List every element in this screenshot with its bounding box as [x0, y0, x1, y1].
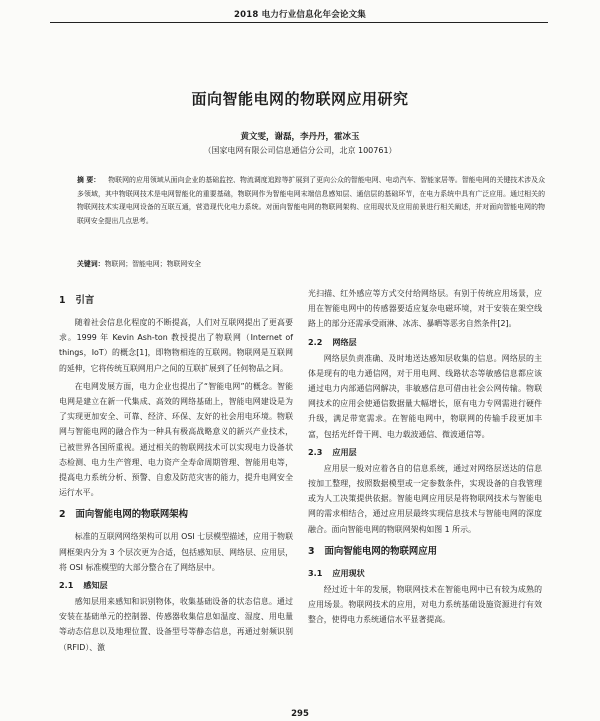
- section-title: 引言: [75, 295, 95, 306]
- subsection-number: 2.3: [308, 446, 323, 457]
- section-heading-applications: [308, 545, 542, 559]
- subsection-title: 应用现状: [332, 567, 365, 578]
- paper-title: 面向智能电网的物联网应用研究: [191, 90, 409, 108]
- subsection-title: 应用层: [332, 446, 357, 457]
- subsection-heading-current-status: [308, 566, 542, 580]
- paragraph: 应用层一般对应着各自的信息系统，通过对网络层送达的信息按加工整理，按照数据模型或一定参数条件，实现设备的自我管理或为人工决策提供依据。智能电网应用层是将物联网技术与智能电网的需求相结合，通过应用层最终实现信息技术与智能电网的深度融合。面向智能电网的物联网架构如图 1 所示。: [308, 463, 542, 534]
- left-column: [59, 286, 293, 658]
- right-column: [308, 286, 542, 630]
- section-title: 面向智能电网的物联网应用: [324, 545, 438, 557]
- section-title: 面向智能电网的物联网架构: [75, 509, 189, 521]
- keywords-label: 关键词：: [77, 260, 105, 268]
- paragraph: 经过近十年的发展，物联网技术在智能电网中已有较为成熟的应用场景。物联网技术的应用，对电力系统基础设施资源进行有效整合，使得电力系统通信水平显著提高。: [308, 584, 542, 625]
- section-number: 3: [308, 545, 315, 557]
- keywords: [77, 258, 545, 268]
- abstract-text: 物联网的应用领域从面向企业的基础监控、物流调度追踪等扩展到了更向公众的智能电网、电动汽车、智能家居等。智能电网的关键技术涉及众多领域，其中物联网技术是电网智能化的重要基础，物联网作为智能电网末端信息感知层、通信层的基础环节，在电力系统中具有广泛应用。通过相关的物联网技术实现电网设备的互联互通，营造现代化电力系统。对面向智能电网的物联网架构、应用现状及应用前景进行相关阐述，并对面向智能电网的物联网安全提出几点思考。: [77, 176, 545, 225]
- paragraph: 在电网发展方面，电力企业也提出了“智能电网”的概念。智能电网是建立在新一代集成、高效的网络基础上，智能电网建设是为了实现更加安全、可靠、经济、环保、友好的社会用电环境。物联网与智能电网的融合作为一种具有极高战略意义的新兴产业技术，已被世界各国所重视。通过相关的物联网技术可以实现电力设备状态检测、电力生产管理、电力资产全寿命周期管理、智能用电等，提高电力系统分析、预警、自愈及防范灾害的能力，提升电网安全运行水平。: [59, 381, 293, 498]
- paragraph: 感知层用来感知和识别物体，收集基础设备的状态信息。通过安装在基础单元的控制器、传感器收集信息如温度、湿度、用电量等动态信息以及地理位置、设备型号等静态信息，再通过射频识别（RFID）、激: [59, 597, 293, 652]
- paragraph: 网络层负责准确、及时地送达感知层收集的信息。网络层的主体是现有的电力通信网，对于用电网、线路状态等敏感信息都应该通过电力内部通信网解决，非敏感信息可借由社会公网传输。物联网技术的应用会使通信数据量大幅增长，原有电力专网需进行硬件升级，满足带宽需求。在智能电网中，物联网的传输手段更加丰富，包括光纤骨干网、电力载波通信、微波通信等。: [308, 353, 542, 439]
- section-number: 2: [59, 509, 66, 521]
- subsection-number: 2.2: [308, 336, 323, 347]
- subsection-heading-perception-layer: [59, 578, 293, 592]
- subsection-title: 感知层: [83, 580, 108, 591]
- paper-affiliation: （国家电网有限公司信息通信分公司，北京 100761）: [203, 146, 397, 155]
- page-number: 295: [291, 709, 309, 719]
- header-rule: [50, 22, 548, 23]
- section-number: 1: [59, 295, 66, 306]
- paragraph: 标准的互联网网络架构可以用 OSI 七层模型描述，应用于物联网框架内分为 3 个层次更为合适，包括感知层、网络层、应用层，将 OSI 标准模型的大部分整合在了网络层中。: [59, 532, 293, 572]
- subsection-heading-application-layer: [308, 445, 542, 459]
- paragraph-continued: 光扫描、红外感应等方式交付给网络层。有别于传统应用场景，应用在智能电网中的传感器要适应复杂电磁环境，对于安装在架空线路上的部分还需承受雨淋、冰冻、暴晒等恶劣自然条件[2]。: [308, 289, 542, 329]
- abstract: [77, 174, 545, 228]
- section-heading-architecture: [59, 508, 293, 522]
- subsection-heading-network-layer: [308, 335, 542, 349]
- keywords-text: 物联网；智能电网；物联网安全: [104, 260, 202, 268]
- paragraph: 随着社会信息化程度的不断提高，人们对互联网提出了更高要求。1999 年 Kevin Ash-ton 教授提出了物联网（Internet of things，IoT）的概念[1]，即物物相连的互联网。物联网是互联网的延伸，它将传统互联网用户之间的互联扩展到了任何物品之间。: [59, 318, 293, 373]
- subsection-number: 3.1: [308, 567, 323, 578]
- subsection-title: 网络层: [332, 336, 357, 347]
- abstract-label: 摘 要：: [77, 176, 101, 184]
- subsection-number: 2.1: [59, 580, 74, 591]
- running-head: 2018 电力行业信息化年会论文集: [233, 10, 367, 20]
- section-heading-introduction: [59, 294, 293, 308]
- paper-authors: 黄文雯，谢磊，李丹丹，霍冰玉: [240, 132, 360, 142]
